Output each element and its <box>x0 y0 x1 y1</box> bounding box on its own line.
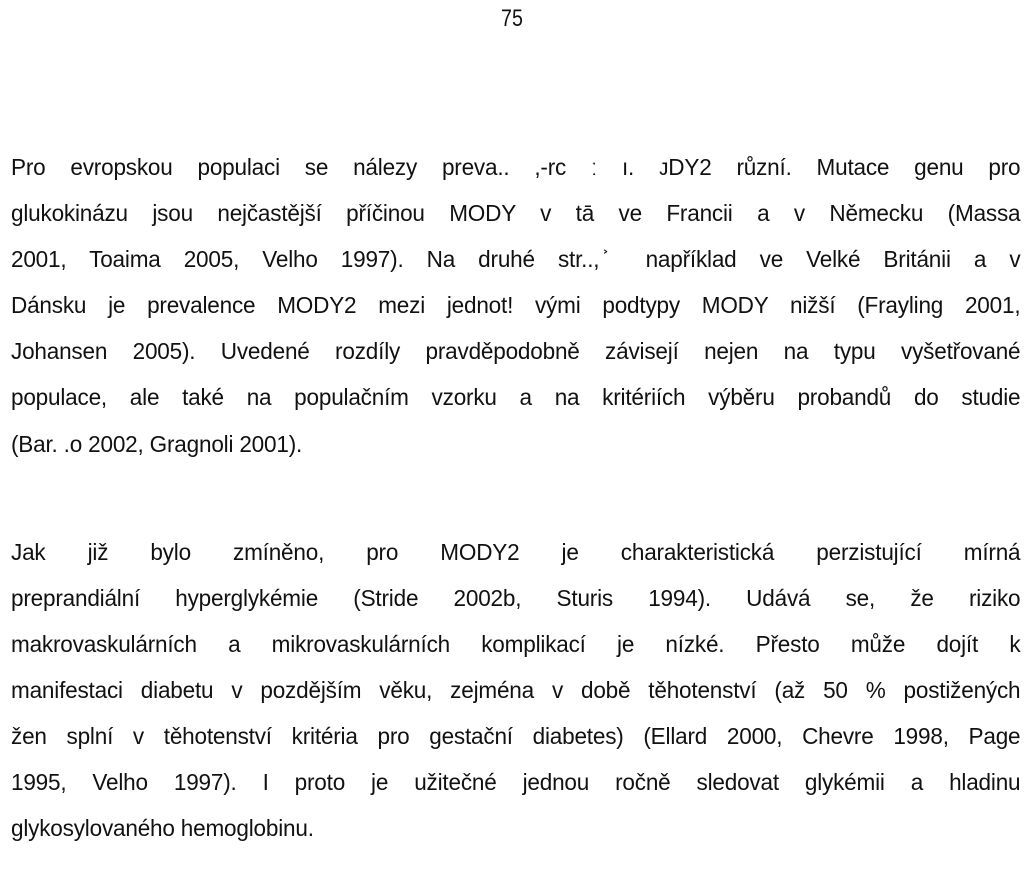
paragraph-mody2-clinical <box>11 529 1020 852</box>
page-number: 75 <box>501 5 523 32</box>
text-line: manifestaci diabetu v pozdějším věku, zejména v době těhotenství (až 50 % postižených <box>11 676 1021 703</box>
text-line: žen splní v těhotenství kritéria pro gestační diabetes) (Ellard 2000, Chevre 1998, Page <box>11 723 1021 750</box>
text-line: preprandiální hyperglykémie (Stride 2002b, Sturis 1994). Udává se, že riziko <box>11 584 1021 611</box>
text-line: (Bar. .o 2002, Gragnoli 2001). <box>11 430 303 457</box>
text-line: Dánsku je prevalence MODY2 mezi jednot! vými podtypy MODY nižší (Frayling 2001, <box>11 292 1021 319</box>
text-line: makrovaskulárních a mikrovaskulárních komplikací je nízké. Přesto může dojít k <box>11 630 1021 657</box>
text-line: populace, ale také na populačním vzorku a na kritériích výběru probandů do studie <box>11 384 1021 411</box>
paragraph-mody2-prevalence <box>11 144 1020 467</box>
document-body <box>11 144 1020 851</box>
paragraph-spacer <box>11 467 1020 529</box>
text-line: Johansen 2005). Uvedené rozdíly pravděpodobně závisejí nejen na typu vyšetřované <box>11 338 1021 365</box>
text-line: Jak již bylo zmíněno, pro MODY2 je charakteristická perzistující mírná <box>11 538 1021 565</box>
text-line: glykosylovaného hemoglobinu. <box>11 815 314 842</box>
text-line: 2001, Toaima 2005, Velho 1997). Na druhé str.., ͐ například ve Velké Británii a v <box>11 246 1021 273</box>
text-line: Pro evropskou populaci se nálezy preva.. ,-rc ː ı. ᴊDY2 různí. Mutace genu pro <box>11 154 1021 180</box>
text-line: glukokinázu jsou nejčastější příčinou MODY v tā ve Francii a v Německu (Massa <box>11 200 1021 227</box>
text-line: 1995, Velho 1997). I proto je užitečné jednou ročně sledovat glykémii a hladinu <box>11 769 1021 796</box>
